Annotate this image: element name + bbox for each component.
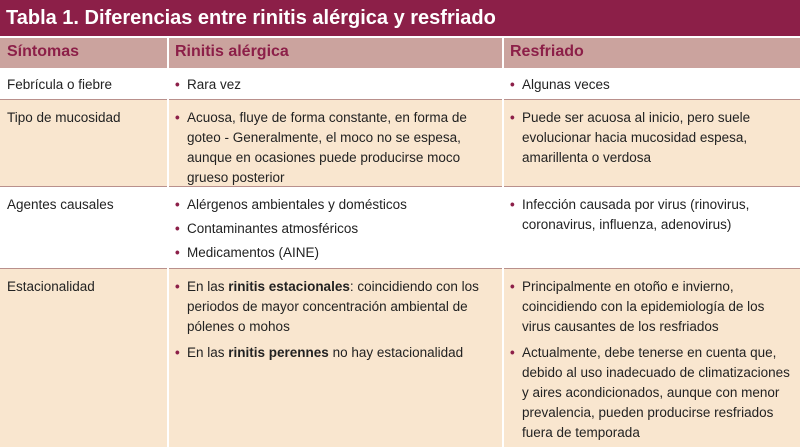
list-item: • Alérgenos ambientales y domésticos bbox=[175, 195, 495, 215]
symptom-cell: Tipo de mucosidad bbox=[7, 110, 121, 125]
resfriado-cell bbox=[510, 277, 795, 443]
resfriado-cell bbox=[510, 195, 795, 235]
list-item: • Actualmente, debe tenerse en cuenta que, debido al uso inadecuado de climatizaciones y aires acondicionados, aunque con menor prevalencia, pueden producirse resfriados fuera de temporada bbox=[510, 345, 790, 440]
table-header-row bbox=[0, 36, 800, 68]
bullet-icon: • bbox=[175, 221, 180, 236]
header-sintomas: Síntomas bbox=[7, 43, 80, 60]
row-divider bbox=[0, 99, 800, 100]
bullet-icon: • bbox=[175, 197, 180, 212]
list-item: • En las rinitis perennes no hay estacionalidad bbox=[175, 343, 495, 363]
list-item: • Rara vez bbox=[175, 75, 495, 95]
column-divider bbox=[167, 36, 169, 447]
list-item: • Principalmente en otoño e invierno, coincidiendo con la epidemiología de los virus causantes de los resfriados bbox=[510, 279, 765, 334]
table-title: Tabla 1. Diferencias entre rinitis alérgica y resfriado bbox=[0, 0, 800, 36]
bullet-icon: • bbox=[510, 110, 515, 125]
bullet-icon: • bbox=[175, 279, 180, 294]
bullet-icon: • bbox=[175, 77, 180, 92]
bullet-icon: • bbox=[175, 110, 180, 125]
symptom-cell: Agentes causales bbox=[7, 197, 114, 212]
list-item: • En las rinitis estacionales: coincidiendo con los periodos de mayor concentración ambiental de pólenes o mohos bbox=[175, 279, 479, 334]
row-divider bbox=[0, 268, 800, 269]
list-item: • Algunas veces bbox=[510, 75, 795, 95]
resfriado-cell bbox=[510, 108, 795, 168]
bullet-icon: • bbox=[175, 245, 180, 260]
bullet-icon: • bbox=[510, 197, 515, 212]
list-item: • Puede ser acuosa al inicio, pero suele evolucionar hacia mucosidad espesa, amarillenta o verdosa bbox=[510, 110, 751, 165]
column-divider bbox=[502, 36, 504, 447]
header-resfriado: Resfriado bbox=[510, 43, 584, 60]
symptom-cell: Estacionalidad bbox=[7, 279, 95, 294]
list-item: • Infección causada por virus (rinovirus, coronavirus, influenza, adenovirus) bbox=[510, 197, 750, 232]
resfriado-cell bbox=[510, 75, 795, 95]
list-item: • Contaminantes atmosféricos bbox=[175, 219, 495, 239]
bullet-icon: • bbox=[510, 279, 515, 294]
rinitis-cell bbox=[175, 195, 495, 263]
list-item: • Medicamentos (AINE) bbox=[175, 243, 495, 263]
bullet-icon: • bbox=[510, 77, 515, 92]
symptom-cell: Febrícula o fiebre bbox=[7, 77, 113, 92]
rinitis-cell bbox=[175, 108, 495, 188]
header-rinitis: Rinitis alérgica bbox=[175, 43, 289, 60]
list-item: • Acuosa, fluye de forma constante, en forma de goteo - Generalmente, el moco no se espesa, aunque en ocasiones puede producirse moco grueso posterior bbox=[175, 110, 467, 185]
bullet-icon: • bbox=[510, 345, 515, 360]
rinitis-cell bbox=[175, 75, 495, 95]
rinitis-cell bbox=[175, 277, 495, 363]
bullet-icon: • bbox=[175, 345, 180, 360]
